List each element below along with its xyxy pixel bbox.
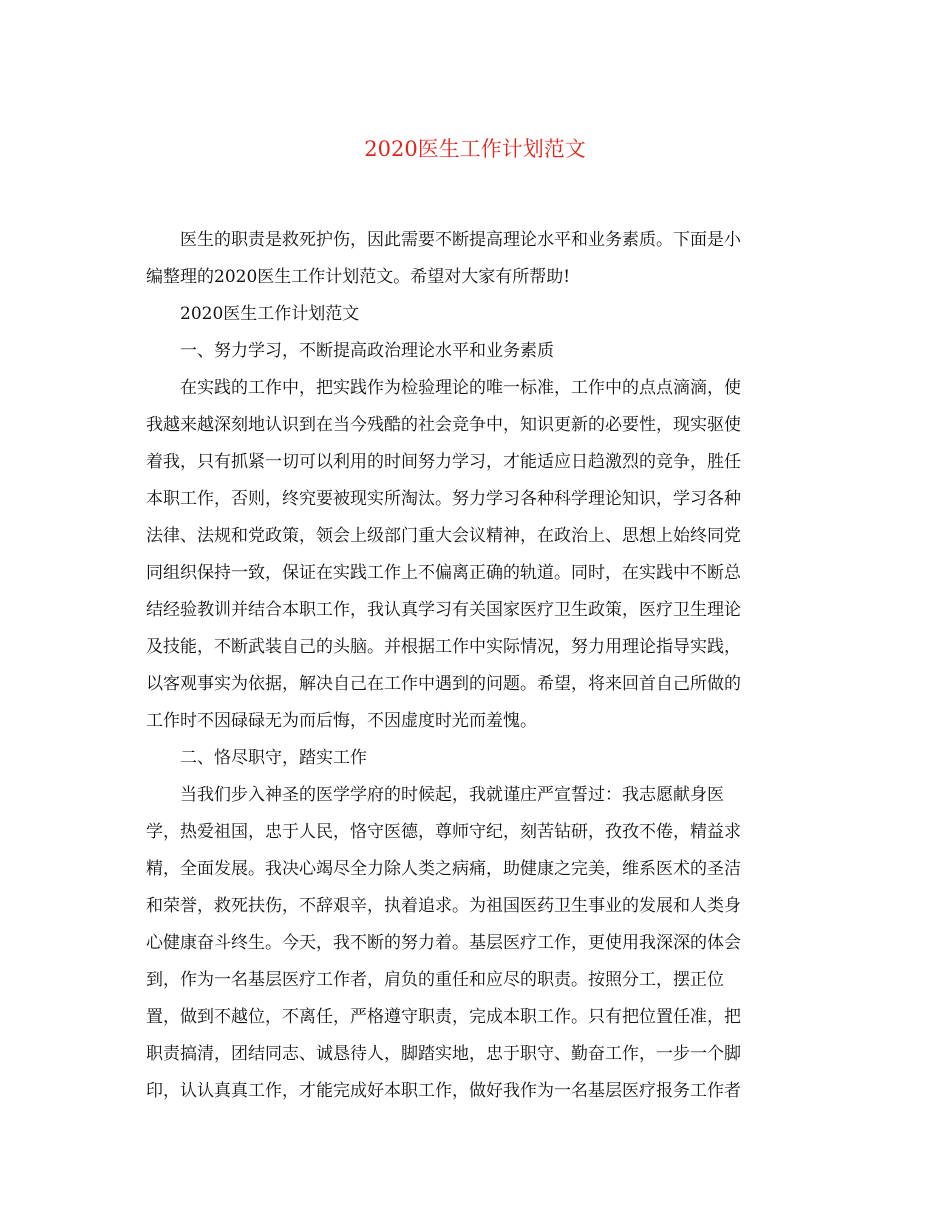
text-line: 我越来越深刻地认识到在当今残酷的社会竞争中，知识更新的必要性，现实驱使 (146, 415, 741, 435)
text-line: 以客观事实为依据，解决自己在工作中遇到的问题。希望，将来回首自己所做的 (146, 674, 741, 694)
intro-paragraph (146, 222, 806, 296)
section-1-heading (146, 333, 806, 370)
text-line: 学，热爱祖国，忠于人民，恪守医德，尊师守纪，刻苦钻研，孜孜不倦，精益求 (146, 822, 741, 842)
text-line: 同组织保持一致，保证在实践工作上不偏离正确的轨道。同时，在实践中不断总 (146, 563, 741, 583)
text-line: 精，全面发展。我决心竭尽全力除人类之病痛，助健康之完美，维系医术的圣洁 (146, 859, 741, 879)
text-line: 心健康奋斗终生。今天，我不断的努力着。基层医疗工作，更使用我深深的体会 (146, 933, 741, 953)
text-line: 一、努力学习，不断提高政治理论水平和业务素质 (180, 341, 554, 361)
text-line: 和荣誉，救死扶伤，不辞艰辛，执着追求。为祖国医药卫生事业的发展和人类身 (146, 896, 741, 916)
text-line: 到，作为一名基层医疗工作者，肩负的重任和应尽的职责。按照分工，摆正位 (146, 970, 724, 990)
text-line: 2020医生工作计划范文 (180, 304, 360, 324)
text-line: 医生的职责是救死护伤，因此需要不断提高理论水平和业务素质。下面是小 (180, 230, 741, 250)
text-line: 印，认认真真工作，才能完成好本职工作，做好我作为一名基层医疗报务工作者 (146, 1081, 741, 1101)
section-2-body (146, 777, 806, 1110)
text-line: 二、恪尽职守，踏实工作 (180, 748, 367, 768)
text-line: 结经验教训并结合本职工作，我认真学习有关国家医疗卫生政策，医疗卫生理论 (146, 600, 741, 620)
section-1-body (146, 370, 806, 740)
document-body (146, 222, 806, 1110)
text-line: 工作时不因碌碌无为而后悔，不因虚度时光而羞愧。 (146, 711, 537, 731)
subtitle-paragraph (146, 296, 806, 333)
text-line: 职责搞清，团结同志、诚恳待人，脚踏实地，忠于职守、勤奋工作，一步一个脚 (146, 1044, 741, 1064)
text-line: 着我，只有抓紧一切可以利用的时间努力学习，才能适应日趋激烈的竞争，胜任 (146, 452, 741, 472)
text-line: 编整理的2020医生工作计划范文。希望对大家有所帮助! (146, 267, 571, 287)
text-line: 法律、法规和党政策，领会上级部门重大会议精神，在政治上、思想上始终同党 (146, 526, 741, 546)
text-line: 及技能，不断武装自己的头脑。并根据工作中实际情况，努力用理论指导实践， (146, 637, 741, 657)
text-line: 置，做到不越位，不离任，严格遵守职责，完成本职工作。只有把位置任准，把 (146, 1007, 741, 1027)
section-2-heading (146, 740, 806, 777)
text-line: 当我们步入神圣的医学学府的时候起，我就谨庄严宣誓过：我志愿献身医 (180, 785, 724, 805)
text-line: 在实践的工作中，把实践作为检验理论的唯一标准，工作中的点点滴滴，使 (180, 378, 741, 398)
text-line: 本职工作，否则，终究要被现实所淘汰。努力学习各种科学理论知识，学习各种 (146, 489, 741, 509)
document-title: 2020医生工作计划范文 (364, 137, 586, 161)
